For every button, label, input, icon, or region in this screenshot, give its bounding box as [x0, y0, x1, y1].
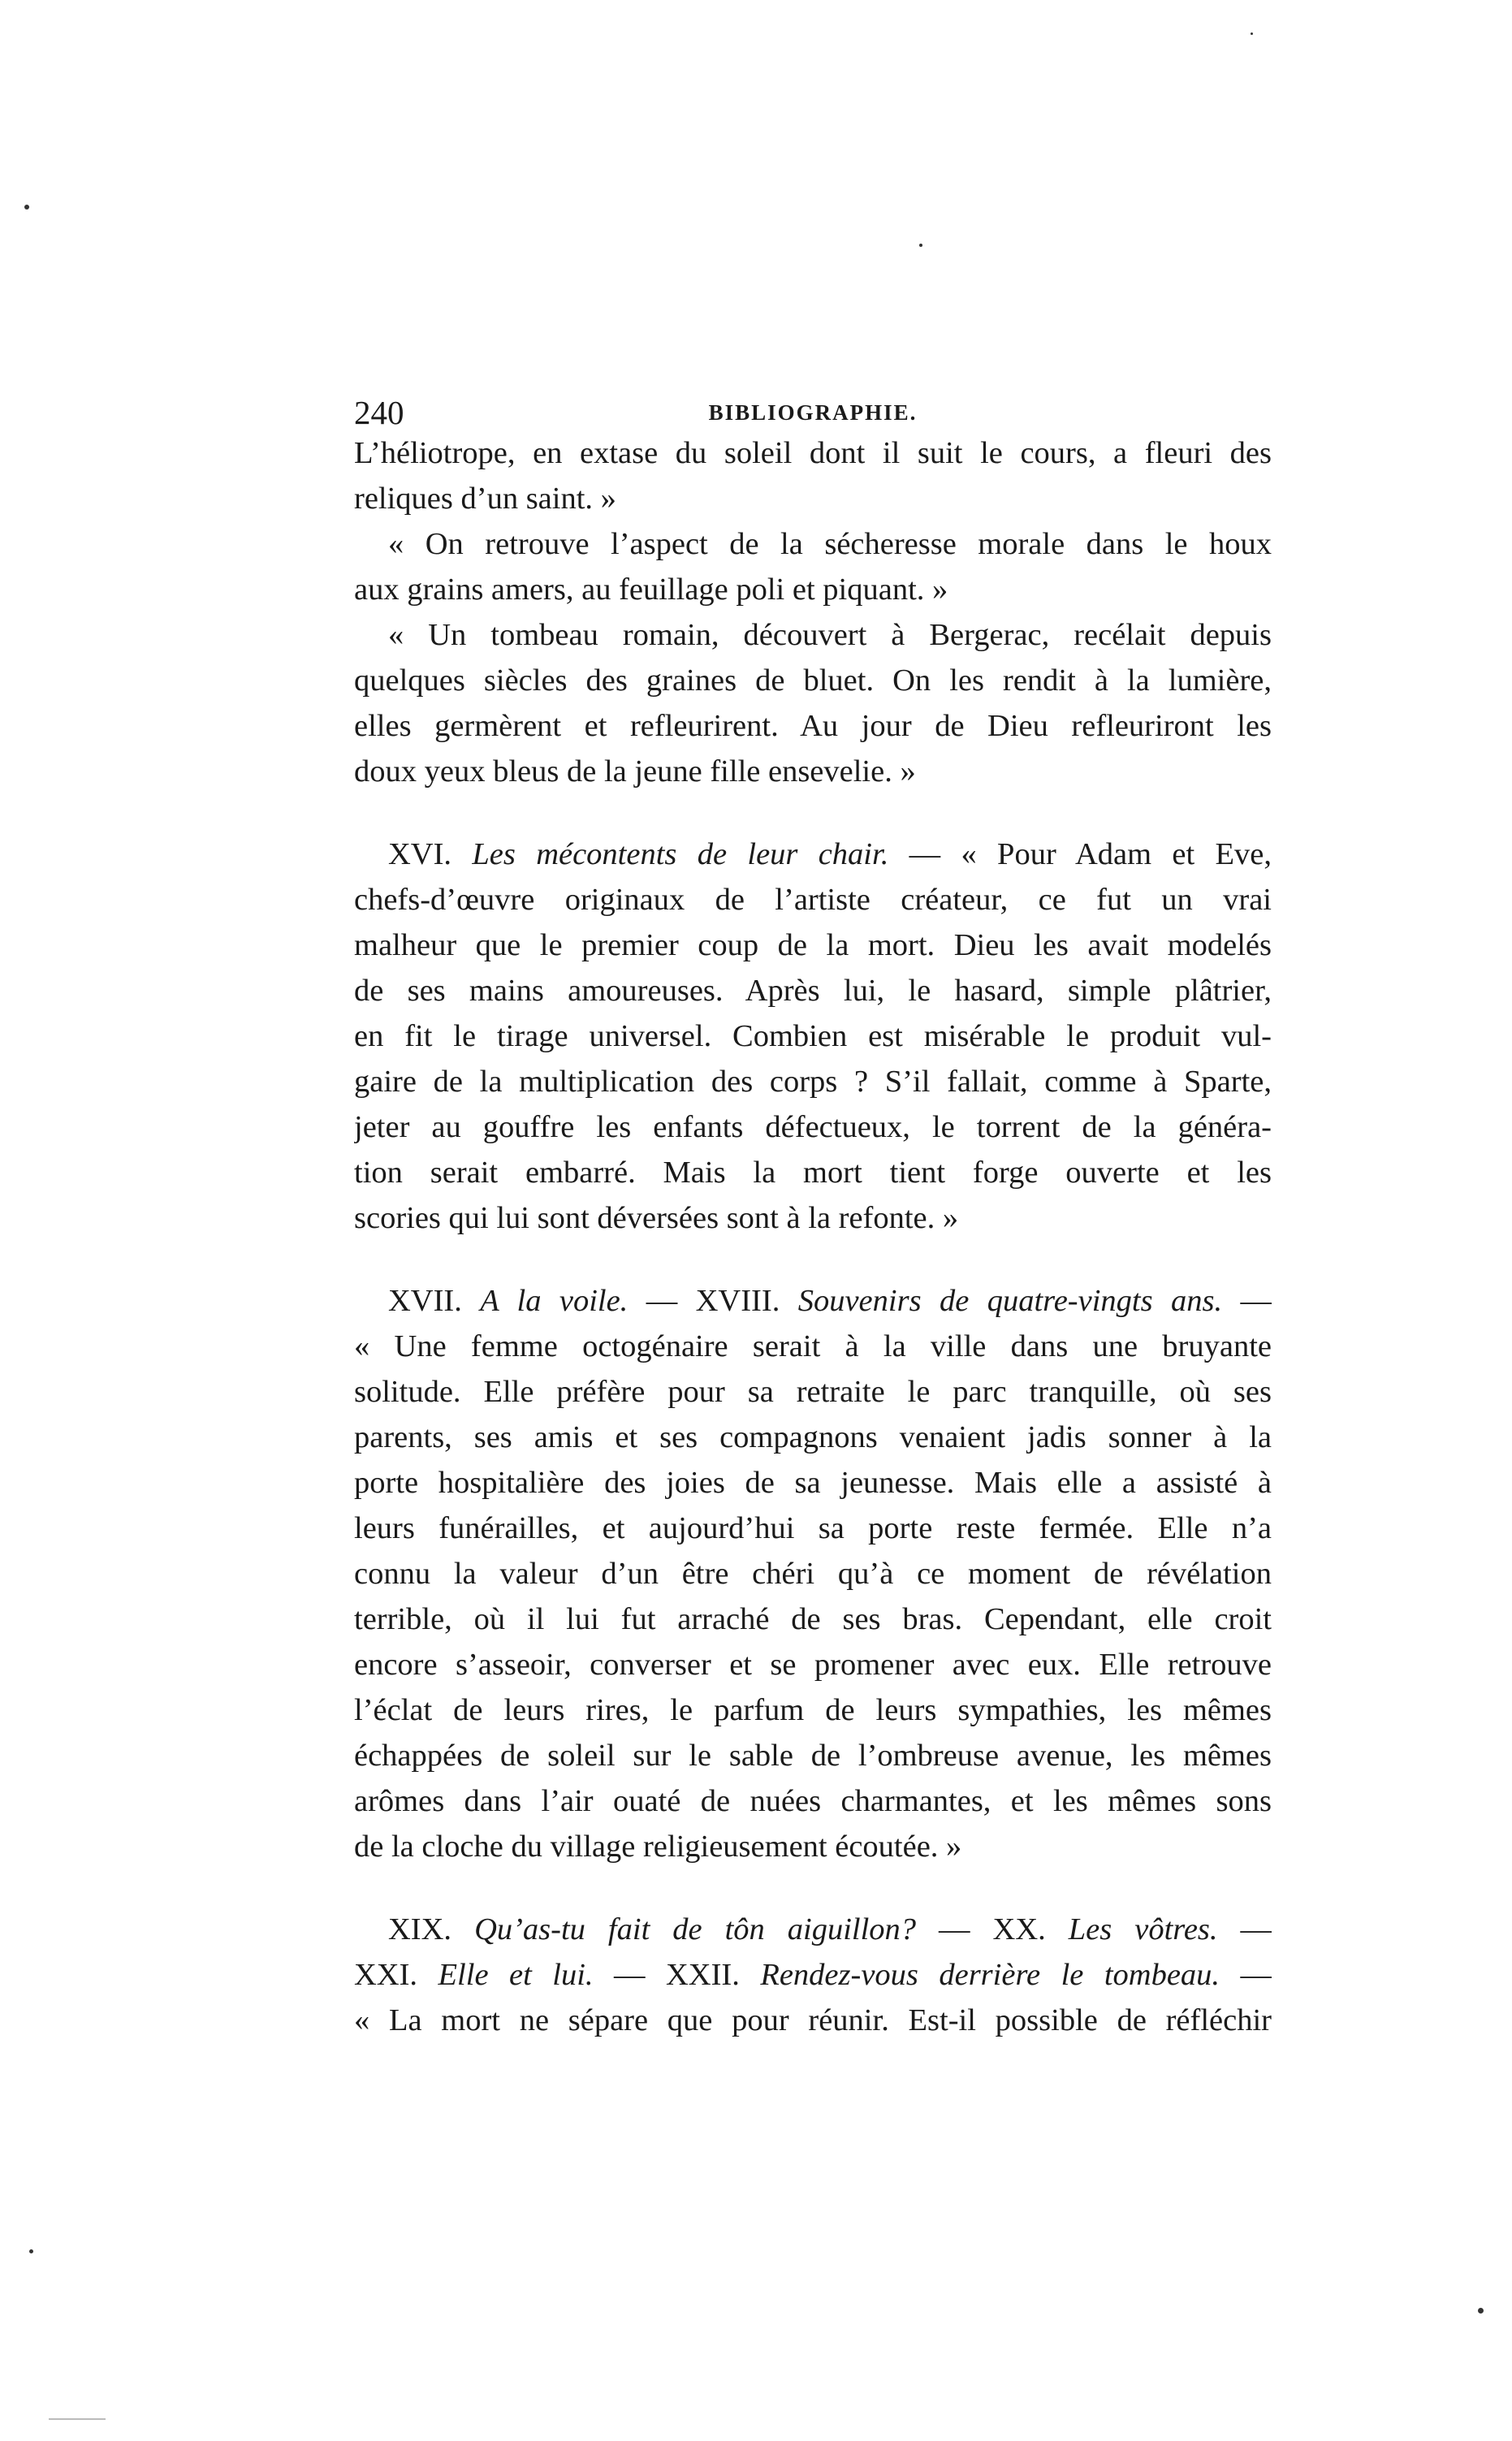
text-line: gaire de la multiplication des corps ? S’il fallait, comme à Sparte,: [354, 1065, 1272, 1099]
text-line: parents, ses amis et ses compagnons venaient jadis sonner à la: [354, 1420, 1272, 1454]
section-heading-line: [354, 832, 1272, 877]
scan-speck: [1251, 32, 1253, 35]
paragraph-heliotrope: [354, 430, 1272, 521]
section-title: A la voile.: [480, 1284, 629, 1318]
section-title: Elle et lui.: [438, 1958, 594, 1992]
text-line: « On retrouve l’aspect de la sécheresse morale dans le houx: [388, 527, 1272, 561]
text-line: encore s’asseoir, converser et se promener avec eux. Elle retrouve: [354, 1648, 1272, 1682]
text-fragment: — XXII.: [593, 1958, 761, 1992]
text-line: jeter au gouffre les enfants défectueux, le torrent de la généra-: [354, 1110, 1272, 1144]
page-number: 240: [354, 394, 404, 431]
paragraph-gap: [354, 1869, 1272, 1907]
text-line: « La mort ne sépare que pour réunir. Est-il possible de réfléchir: [354, 2003, 1272, 2037]
section-number: XXI.: [354, 1958, 438, 1992]
section-number: XVI.: [388, 837, 452, 871]
text-line: arômes dans l’air ouaté de nuées charmantes, et les mêmes sons: [354, 1784, 1272, 1818]
scan-speck: [919, 244, 922, 247]
section-heading-line: [354, 1952, 1272, 1998]
text-body: [354, 430, 1272, 2043]
text-line: « Une femme octogénaire serait à la ville dans une bruyante: [354, 1329, 1272, 1363]
section-xvi: [354, 832, 1272, 1241]
section-title: Les vôtres.: [1068, 1912, 1218, 1946]
text-line: solitude. Elle préfère pour sa retraite le parc tranquille, où ses: [354, 1375, 1272, 1409]
text-line: terrible, où il lui fut arraché de ses bras. Cependant, elle croit: [354, 1602, 1272, 1636]
text-line: reliques d’un saint. »: [354, 482, 616, 516]
scan-edge-mark: [49, 2418, 106, 2420]
text-line: en fit le tirage universel. Combien est misérable le produit vul-: [354, 1019, 1272, 1053]
text-line: « Un tombeau romain, découvert à Bergerac, recélait depuis: [388, 618, 1272, 652]
section-heading-line: [354, 1907, 1272, 1952]
section-number: XIX.: [388, 1912, 452, 1946]
text-line: de ses mains amoureuses. Après lui, le hasard, simple plâtrier,: [354, 974, 1272, 1008]
section-title: Les mécontents de leur chair.: [472, 837, 889, 871]
text-fragment: —: [1217, 1912, 1272, 1946]
section-title: Souvenirs de quatre-vingts ans.: [797, 1284, 1223, 1318]
text-fragment: —: [1220, 1958, 1272, 1992]
text-line: tion serait embarré. Mais la mort tient forge ouverte et les: [354, 1156, 1272, 1190]
running-title: BIBLIOGRAPHIE.: [708, 400, 918, 425]
text-fragment: —: [1222, 1284, 1272, 1318]
text-line: elles germèrent et refleurirent. Au jour de Dieu refleuriront les: [354, 709, 1272, 743]
text-fragment: — XX.: [916, 1912, 1069, 1946]
text-line: connu la valeur d’un être chéri qu’à ce moment de révélation: [354, 1557, 1272, 1591]
text-line: de la cloche du village religieusement écoutée. »: [354, 1830, 962, 1864]
paragraph-gap: [354, 1241, 1272, 1278]
text-line: scories qui lui sont déversées sont à la refonte. »: [354, 1201, 959, 1235]
scan-speck: [24, 205, 29, 210]
scan-speck: [1478, 2308, 1484, 2314]
text-line: malheur que le premier coup de la mort. Dieu les avait modelés: [354, 928, 1272, 962]
paragraph-tombeau-romain: [354, 612, 1272, 794]
text-line: quelques siècles des graines de bluet. On les rendit à la lumière,: [354, 663, 1272, 698]
text-fragment: — XVIII.: [628, 1284, 798, 1318]
text-line: doux yeux bleus de la jeune fille ensevelie. »: [354, 754, 916, 788]
text-line: leurs funérailles, et aujourd’hui sa porte reste fermée. Elle n’a: [354, 1511, 1272, 1545]
paragraph-houx: [354, 521, 1272, 612]
text-line: échappées de soleil sur le sable de l’ombreuse avenue, les mêmes: [354, 1739, 1272, 1773]
section-xix-xxii: [354, 1907, 1272, 2043]
text-line: chefs-d’œuvre originaux de l’artiste créateur, ce fut un vrai: [354, 883, 1272, 917]
section-xvii-xviii: [354, 1278, 1272, 1869]
section-number: XVII.: [388, 1284, 462, 1318]
text-line: aux grains amers, au feuillage poli et piquant. »: [354, 572, 948, 607]
text-line: l’éclat de leurs rires, le parfum de leurs sympathies, les mêmes: [354, 1693, 1272, 1727]
section-title: Rendez-vous derrière le tombeau.: [760, 1958, 1220, 1992]
section-heading-line: [354, 1278, 1272, 1324]
scan-speck: [29, 2249, 33, 2253]
paragraph-gap: [354, 794, 1272, 832]
page-header: [354, 388, 1272, 437]
section-title: Qu’as-tu fait de tôn aiguillon?: [474, 1912, 917, 1946]
text-line: L’héliotrope, en extase du soleil dont il suit le cours, a fleuri des: [354, 436, 1272, 470]
text-fragment: — « Pour Adam et Eve,: [888, 837, 1272, 871]
text-line: porte hospitalière des joies de sa jeunesse. Mais elle a assisté à: [354, 1466, 1272, 1500]
